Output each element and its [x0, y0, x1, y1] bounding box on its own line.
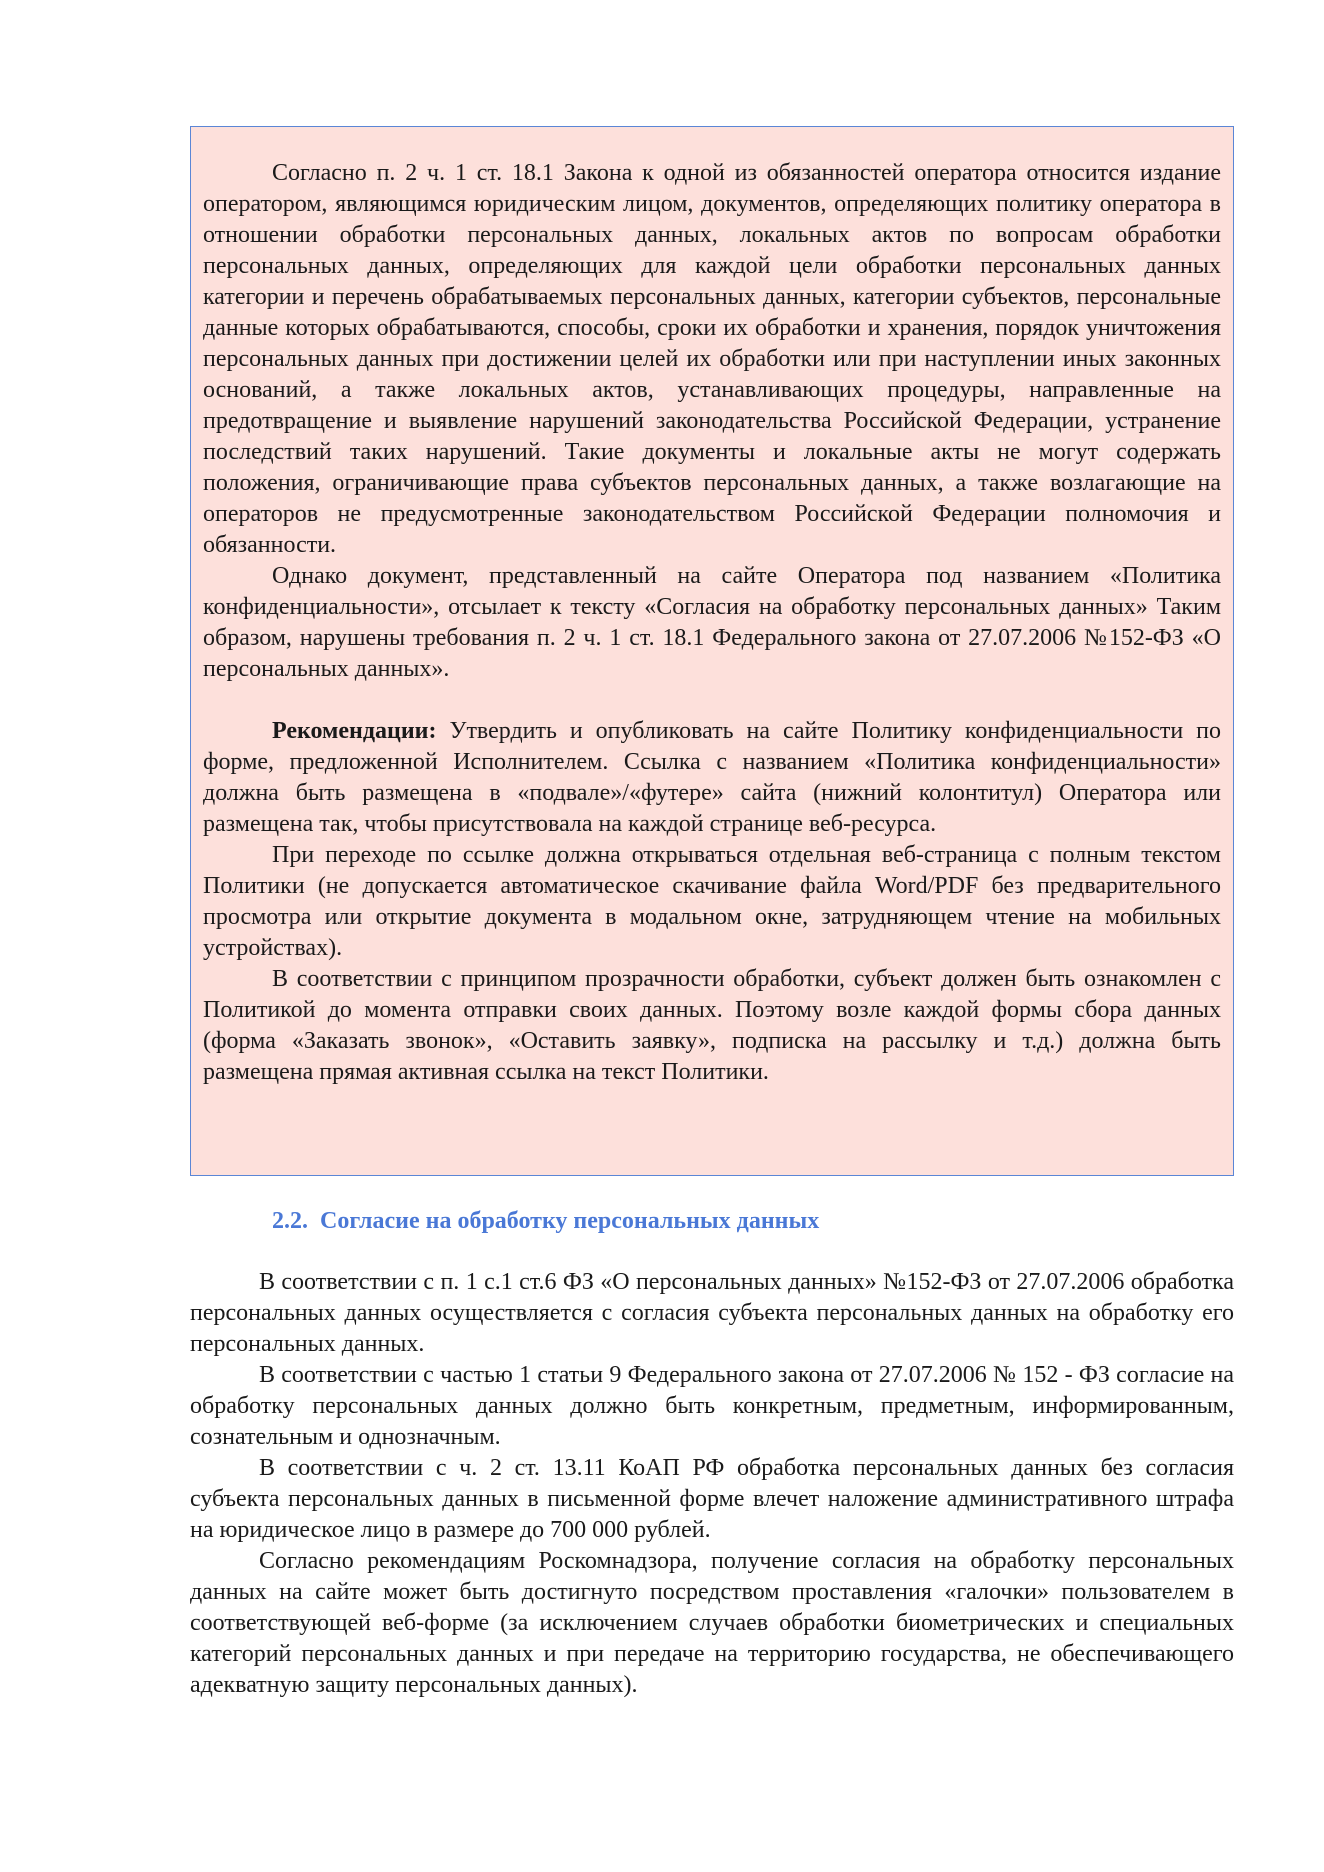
recommendation-label: Рекомендации:	[272, 718, 437, 744]
section-body	[190, 1267, 1234, 1701]
callout-paragraph-legal-basis: Согласно п. 2 ч. 1 ст. 18.1 Закона к одной из обязанностей оператора относится издание оператором, являющимся юридическим лицом, документов, определяющих политику оператора в отношении обработки персональных данных, локальных актов по вопросам обработки персональных данных, определяющих для каждой цели обработки персональных данных категории и перечень обрабатываемых персональных данных, категории субъектов, персональные данные которых обрабатываются, способы, сроки их обработки и хранения, порядок уничтожения персональных данных при достижении целей их обработки или при наступлении иных законных оснований, а также локальных актов, устанавливающих процедуры, направленные на предотвращение и выявление нарушений законодательства Российской Федерации, устранение последствий таких нарушений. Такие документы и локальные акты не могут содержать положения, ограничивающие права субъектов персональных данных, а также возлагающие на операторов не предусмотренные законодательством Российской Федерации полномочия и обязанности.	[203, 160, 1221, 558]
findings-callout-box	[190, 126, 1234, 1176]
callout-paragraph-violation: Однако документ, представленный на сайте Оператора под названием «Политика конфиденциальности», отсылает к тексту «Согласия на обработку персональных данных» Таким образом, нарушены требования п. 2 ч. 1 ст. 18.1 Федерального закона от 27.07.2006 №152-ФЗ «О персональных данных».	[203, 563, 1221, 682]
section-heading	[272, 1206, 819, 1237]
body-paragraph-consent-requirements: В соответствии с частью 1 статьи 9 Федерального закона от 27.07.2006 № 152 - ФЗ согласие на обработку персональных данных должно быть конкретным, предметным, информированным, сознательным и однозначным.	[190, 1362, 1234, 1450]
recommendation-text: Утвердить и опубликовать на сайте Политику конфиденциальности по форме, предложенной Исполнителем. Ссылка с названием «Политика конфиденциальности» должна быть размещена в «подвале»/«футере» сайта (нижний колонтитул) Оператора или размещена так, чтобы присутствовала на каждой странице веб-ресурса.	[203, 718, 1221, 837]
callout-spacer	[203, 685, 1221, 716]
callout-paragraph-transparency: В соответствии с принципом прозрачности обработки, субъект должен быть ознакомлен с Политикой до момента отправки своих данных. Поэтому возле каждой формы сбора данных (форма «Заказать звонок», «Оставить заявку», подписка на рассылку и т.д.) должна быть размещена прямая активная ссылка на текст Политики.	[203, 966, 1221, 1085]
section-number: 2.2.	[272, 1208, 308, 1234]
callout-recommendation-paragraph	[203, 716, 1221, 840]
body-paragraph-consent-basis: В соответствии с п. 1 с.1 ст.6 ФЗ «О персональных данных» №152-ФЗ от 27.07.2006 обработка персональных данных осуществляется с согласия субъекта персональных данных на обработку его персональных данных.	[190, 1269, 1234, 1357]
section-title: Согласие на обработку персональных данных	[320, 1208, 820, 1234]
body-paragraph-rkn-recommendation: Согласно рекомендациям Роскомнадзора, получение согласия на обработку персональных данных на сайте может быть достигнуто посредством проставления «галочки» пользователем в соответствующей веб-форме (за исключением случаев обработки биометрических и специальных категорий персональных данных и при передаче на территорию государства, не обеспечивающего адекватную защиту персональных данных).	[190, 1548, 1234, 1698]
callout-paragraph-policy-page: При переходе по ссылке должна открываться отдельная веб-страница с полным текстом Политики (не допускается автоматическое скачивание файла Word/PDF без предварительного просмотра или открытие документа в модальном окне, затрудняющем чтение на мобильных устройствах).	[203, 842, 1221, 961]
body-paragraph-penalty: В соответствии с ч. 2 ст. 13.11 КоАП РФ обработка персональных данных без согласия субъекта персональных данных в письменной форме влечет наложение административного штрафа на юридическое лицо в размере до 700 000 рублей.	[190, 1455, 1234, 1543]
